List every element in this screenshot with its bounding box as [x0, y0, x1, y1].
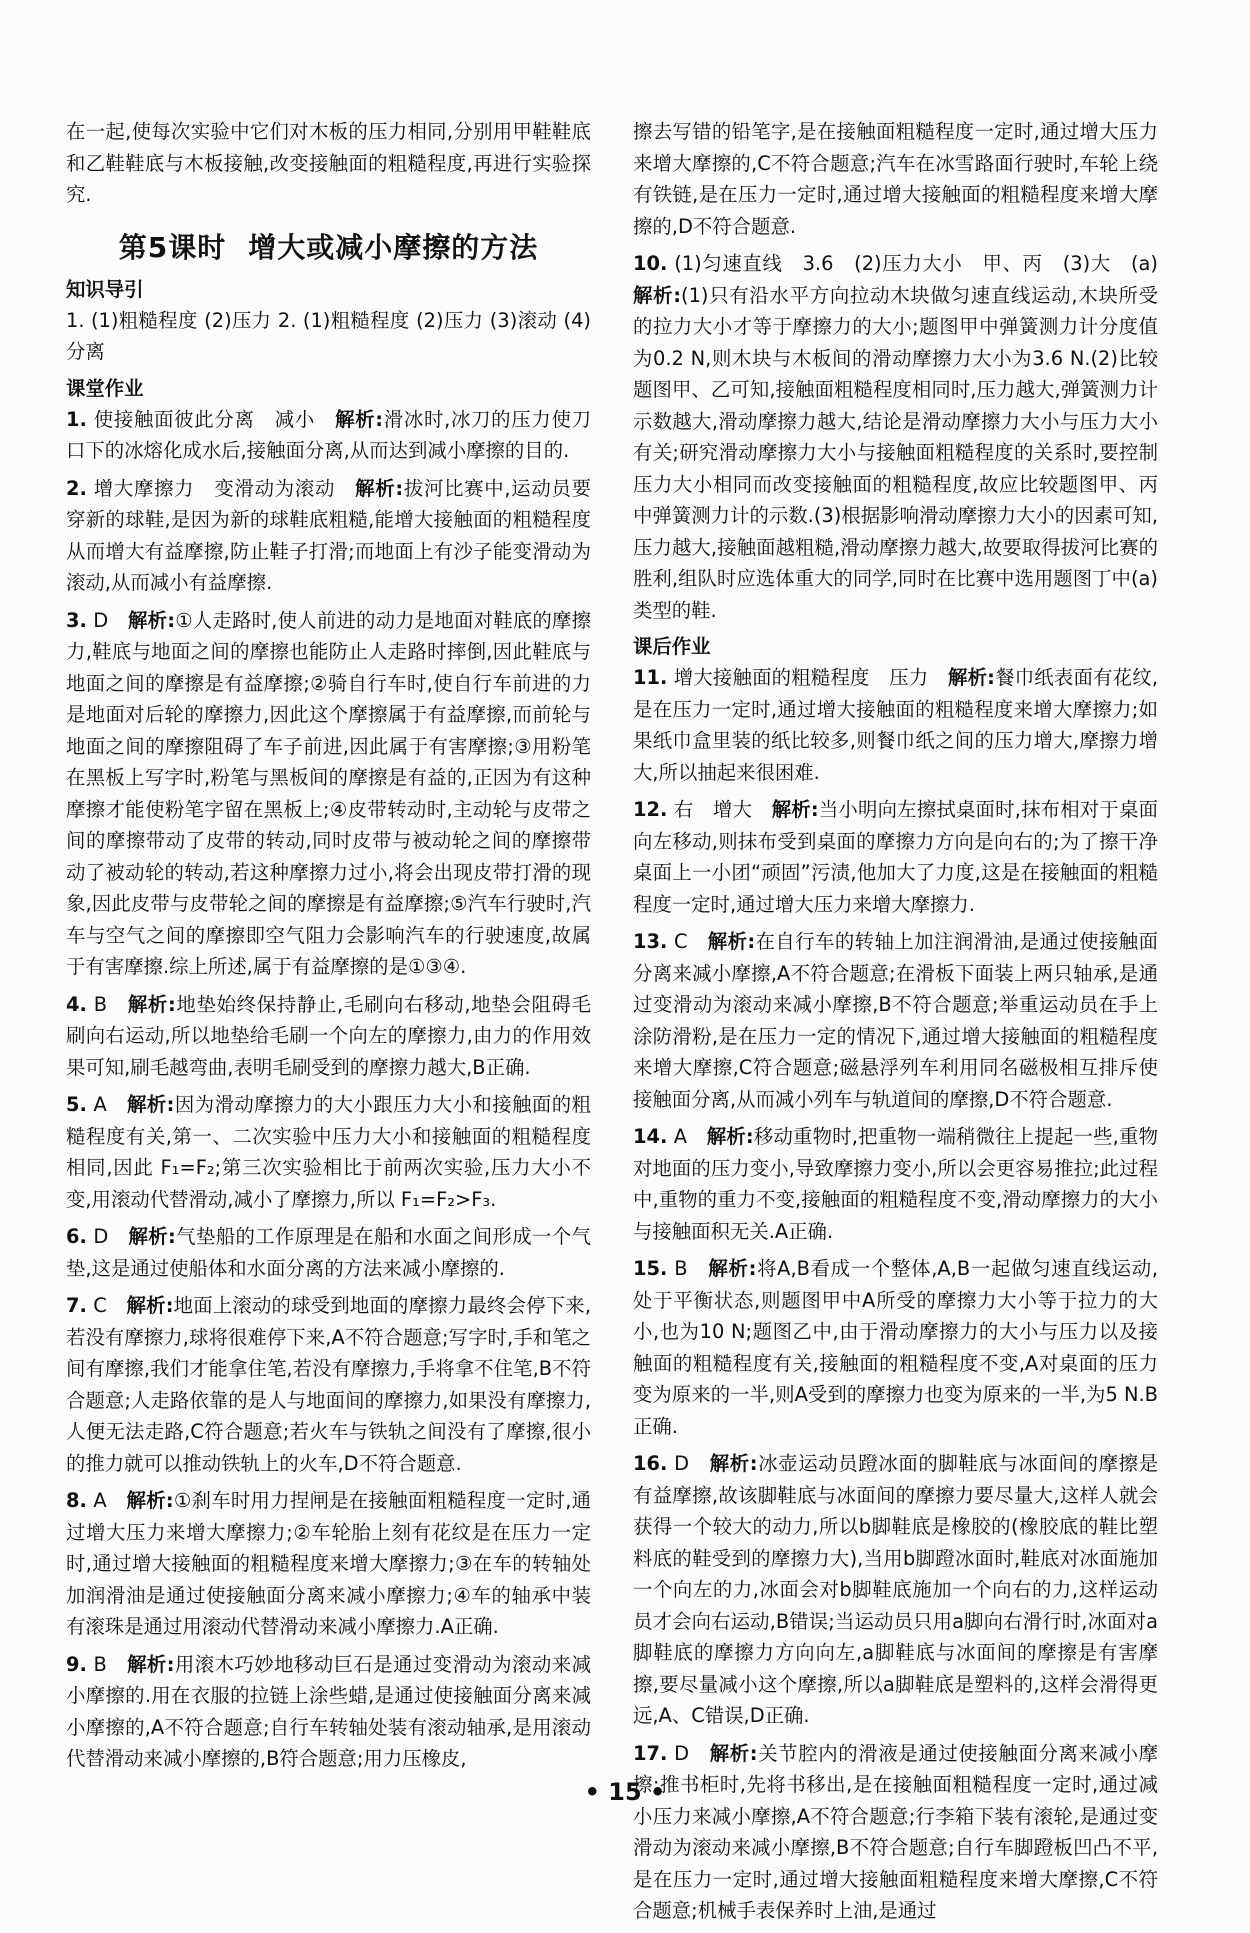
answer-key: B	[674, 1257, 688, 1280]
item-number: 4.	[66, 992, 87, 1016]
answer-item	[633, 794, 1158, 920]
answer-item	[66, 473, 591, 599]
lesson-heading	[66, 227, 591, 269]
analysis-text: 餐巾纸表面有花纹,是在压力一定时,通过增大接触面的粗糙程度来增大摩擦力;如果纸巾盒里装的纸比较多,则餐巾纸之间的压力增大,摩擦力增大,所以抽起来很困难.	[633, 666, 1158, 784]
analysis-text: 用滚木巧妙地移动巨石是通过变滑动为滚动来减小摩擦的.用在衣服的拉链上涂些蜡,是通过使接触面分离来减小摩擦的,A不符合题意;自行车转轴处装有滚动轴承,是用滚动代替滑动来减小摩擦的,B符合题意;用力压橡皮,	[66, 1652, 591, 1770]
answer-key: 增大摩擦力 变滑动为滚动	[93, 476, 336, 500]
answer-item	[66, 1649, 591, 1775]
answer-item: 10. (1)匀速直线 3.6 (2)压力大小 甲、丙 (3)大 (a) 解析:(1)只有沿水平方向拉动木块做匀速直线运动,木块所受的拉力大小才等于摩擦力的大小;题图甲中弹簧测力计分度值为0.2 N,则木块与木板间的滑动摩擦力大小为3.6 N.(2)比较题图甲、乙可知,接触面粗糙程度相同时,压力越大,弹簧测力计示数越大,滑动摩擦力越大,结论是滑动摩擦力大小与压力大小有关;研究滑动摩擦力大小与接触面粗糙程度的关系时,要控制压力大小相同而改变接触面的粗糙程度,故应比较题图甲、丙中弹簧测力计的示数.(3)根据影响滑动摩擦力大小的因素可知,压力越大,接触面越粗糙,滑动摩擦力越大,故要取得拔河比赛的胜利,组队时应选体重大的同学,同时在比赛中选用题图丁中(a)类型的鞋.	[633, 252, 1158, 622]
answer-key: 使接触面彼此分离 减小	[93, 407, 315, 431]
answer-key: D	[674, 1741, 690, 1765]
answer-key: A	[673, 1125, 687, 1148]
left-answer-list	[66, 404, 591, 1775]
analysis-label: 解析:	[771, 798, 819, 821]
answer-item	[633, 926, 1158, 1115]
right-answer-list	[633, 662, 1158, 1927]
analysis-text: ①刹车时用力捏闸是在接触面粗糙程度一定时,通过增大压力来增大摩擦力;②车轮胎上刻有花纹是在压力一定时,通过增大接触面的粗糙程度来增大摩擦力;③在车的转轴处加润滑油是通过使接触面分离来减小摩擦力;④车的轴承中装有滚珠是通过用滚动代替滑动来减小摩擦力.A正确.	[66, 1489, 592, 1638]
answer-key: C	[673, 930, 688, 953]
answer-key: 增大接触面的粗糙程度 压力	[673, 666, 929, 689]
item-number: 13.	[633, 930, 668, 953]
answer-key: B	[93, 992, 108, 1016]
answer-key: D	[93, 1225, 109, 1248]
answer-key: (1)匀速直线 3.6 (2)压力大小 甲、丙 (3)大 (a)	[674, 252, 1158, 275]
analysis-text: 拔河比赛中,运动员要穿新的球鞋,是因为新的球鞋底粗糙,能增大接触面的粗糙程度从而增大有益摩擦,防止鞋子打滑;而地面上有沙子能变滑动为滚动,从而减小有益摩擦.	[66, 476, 592, 594]
analysis-label: 解析:	[127, 1652, 175, 1676]
item-number: 17.	[633, 1741, 668, 1765]
item-number: 6.	[66, 1225, 87, 1248]
item-number: 15.	[633, 1257, 668, 1280]
left-column	[66, 116, 591, 1781]
analysis-label: 解析:	[127, 1093, 175, 1116]
answer-key: A	[93, 1489, 107, 1512]
item-number: 9.	[66, 1652, 87, 1676]
answer-key: D	[674, 1452, 690, 1475]
analysis-text: 气垫船的工作原理是在船和水面之间形成一个气垫,这是通过使船体和水面分离的方法来减小摩擦的.	[66, 1225, 591, 1280]
answer-key: C	[93, 1294, 107, 1317]
item-number: 8.	[66, 1489, 87, 1512]
item-number: 2.	[66, 476, 87, 500]
analysis-label: 解析:	[706, 1125, 754, 1148]
answer-item	[66, 989, 591, 1084]
answer-item	[66, 404, 591, 467]
analysis-label: 解析:	[127, 992, 176, 1016]
page-number: • 15 •	[584, 1778, 666, 1806]
analysis-text: 冰壶运动员蹬冰面的脚鞋底与冰面间的摩擦是有益摩擦,故该脚鞋底与冰面间的摩擦力要尽量大,这样人就会获得一个较大的动力,所以b脚鞋底是橡胶的(橡胶底的鞋比塑料底的鞋受到的摩擦力大),当用b脚蹬冰面时,鞋底对冰面施加一个向左的力,冰面会对b脚鞋底施加一个向右的力,这样运动员才会向右运动,B错误;当运动员只用a脚向右滑行时,冰面对a脚鞋底的摩擦力方向向左,a脚鞋底与冰面间的摩擦是有害摩擦,要尽量减小这个摩擦,所以a脚鞋底是塑料的,这样会滑得更远,A、C错误,D正确.	[633, 1452, 1158, 1727]
answer-item	[633, 1121, 1158, 1247]
section-knowledge-guide: 知识导引	[66, 277, 144, 301]
analysis-text: 关节腔内的滑液是通过使接触面分离来减小摩擦;推书柜时,先将书移出,是在接触面粗糙程度一定时,通过减小压力来减小摩擦,A不符合题意;行李箱下装有滚轮,是通过变滑动为滚动来减小摩擦,B不符合题意;自行车脚蹬板凹凸不平,是在压力一定时,通过增大接触面粗糙程度来增大摩擦,C不符合题意;机械手表保养时上油,是通过	[633, 1741, 1158, 1922]
item-number: 14.	[633, 1125, 668, 1148]
right-column	[633, 116, 1158, 1933]
analysis-text: (1)只有沿水平方向拉动木块做匀速直线运动,木块所受的拉力大小才等于摩擦力的大小;题图甲中弹簧测力计分度值为0.2 N,则木块与木板间的滑动摩擦力大小为3.6 N.(2)比较题图甲、乙可知,接触面粗糙程度相同时,压力越大,弹簧测力计示数越大,滑动摩擦力越大,结论是滑动摩擦力大小与压力大小有关;研究滑动摩擦力大小与接触面粗糙程度的关系时,要控制压力大小相同而改变接触面的粗糙程度,故应比较题图甲、丙中弹簧测力计的示数.(3)根据影响滑动摩擦力大小的因素可知,压力越大,接触面越粗糙,滑动摩擦力越大,故要取得拔河比赛的胜利,组队时应选体重大的同学,同时在比赛中选用题图丁中(a)类型的鞋.	[633, 283, 1158, 622]
item-number: 3.	[66, 608, 87, 632]
answer-key: D	[93, 608, 109, 632]
continued-paragraph: 擦去写错的铅笔字,是在接触面粗糙程度一定时,通过增大压力来增大摩擦的,C不符合题意;汽车在冰雪路面行驶时,车轮上绕有铁链,是在压力一定时,通过增大接触面的粗糙程度来增大摩擦的,D不符合题意.	[633, 120, 1158, 238]
analysis-text: 移动重物时,把重物一端稍微往上提起一些,重物对地面的压力变小,导致摩擦力变小,所以会更容易推拉;此过程中,重物的重力不变,接触面的粗糙程度不变,滑动摩擦力的大小与接触面积无关.A正确.	[633, 1125, 1159, 1243]
item-number: 7.	[66, 1294, 87, 1317]
analysis-text: 将A,B看成一个整体,A,B一起做匀速直线运动,处于平衡状态,则题图甲中A所受的摩擦力大小等于拉力的大小,也为10 N;题图乙中,由于滑动摩擦力的大小与压力以及接触面的粗糙程度有关,接触面的粗糙程度不变,A对桌面的压力变为原来的一半,则A受到的摩擦力也变为原来的一半,为5 N.B正确.	[633, 1257, 1158, 1438]
analysis-text: 地面上滚动的球受到地面的摩擦力最终会停下来,若没有摩擦力,球将很难停下来,A不符合题意;写字时,手和笔之间有摩擦,我们才能拿住笔,若没有摩擦力,手将拿不住笔,B不符合题意;人走路依靠的是人与地面间的摩擦力,如果没有摩擦力,人便无法走路,C符合题意;若火车与铁轨之间没有了摩擦,很小的推力就可以推动铁轨上的火车,D不符合题意.	[66, 1294, 591, 1475]
analysis-text: 当小明向左擦拭桌面时,抹布相对于桌面向左移动,则抹布受到桌面的摩擦力方向是向右的;为了擦干净桌面上一小团“顽固”污渍,他加大了力度,这是在接触面的粗糙程度一定时,通过增大压力来增大摩擦力.	[633, 798, 1158, 916]
item-number: 5.	[66, 1093, 87, 1116]
analysis-label: 解析:	[128, 608, 175, 632]
analysis-label: 解析:	[707, 930, 756, 953]
analysis-label: 解析:	[126, 1489, 174, 1512]
item-number: 12.	[633, 798, 668, 821]
analysis-label: 解析:	[947, 666, 995, 689]
analysis-label: 解析:	[708, 1257, 757, 1280]
analysis-label: 解析:	[633, 283, 681, 307]
item-number: 16.	[633, 1452, 668, 1475]
answer-item	[66, 1485, 591, 1643]
section-classwork: 课堂作业	[66, 376, 144, 400]
answer-item	[633, 662, 1158, 788]
lesson-title: 增大或减小摩擦的方法	[248, 230, 539, 264]
analysis-label: 解析:	[335, 407, 384, 431]
analysis-text: 滑冰时,冰刀的压力使刀口下的冰熔化成水后,接触面分离,从而达到减小摩擦的目的.	[66, 407, 592, 462]
lesson-number: 第5课时	[118, 230, 227, 264]
guide-answers: 1. (1)粗糙程度 (2)压力 2. (1)粗糙程度 (2)压力 (3)滚动 (4)分离	[66, 308, 591, 363]
intro-paragraph: 在一起,使每次实验中它们对木板的压力相同,分别用甲鞋鞋底和乙鞋鞋底与木板接触,改变接触面的粗糙程度,再进行实验探究.	[66, 120, 591, 206]
analysis-text: 在自行车的转轴上加注润滑油,是通过使接触面分离来减小摩擦,A不符合题意;在滑板下面装上两只轴承,是通过变滑动为滚动来减小摩擦,B不符合题意;举重运动员在手上涂防滑粉,是在压力一定的情况下,通过增大接触面的粗糙程度来增大摩擦,C符合题意;磁悬浮列车利用同名磁极相互排斥使接触面分离,从而减小列车与轨道间的摩擦,D不符合题意.	[633, 930, 1159, 1111]
analysis-text: ①人走路时,使人前进的动力是地面对鞋底的摩擦力,鞋底与地面之间的摩擦也能防止人走路时摔倒,因此鞋底与地面之间的摩擦是有益摩擦;②骑自行车时,使自行车前进的力是地面对后轮的摩擦力,因此这个摩擦属于有益摩擦,而前轮与地面之间的摩擦阻碍了车子前进,因此属于有害摩擦;③用粉笔在黑板上写字时,粉笔与黑板间的摩擦是有益的,正因为有这种摩擦才能使粉笔字留在黑板上;④皮带转动时,主动轮与皮带之间的摩擦带动了皮带的转动,同时皮带与被动轮之间的摩擦带动了被动轮的转动,若这种摩擦力过小,将会出现皮带打滑的现象,因此皮带与皮带轮之间的摩擦是有益摩擦;⑤汽车行驶时,汽车与空气之间的摩擦即空气阻力会影响汽车的行驶速度,故属于有害摩擦.综上所述,属于有益摩擦的是①③④.	[66, 608, 592, 978]
analysis-label: 解析:	[128, 1225, 176, 1248]
answer-item	[66, 1089, 591, 1215]
answer-item	[633, 1738, 1158, 1927]
answer-item	[66, 1221, 591, 1284]
answer-key: B	[93, 1652, 107, 1676]
item-number: 11.	[633, 666, 668, 689]
analysis-text: 因为滑动摩擦力的大小跟压力大小和接触面的粗糙程度有关,第一、二次实验中压力大小和接触面的粗糙程度相同,因此 F₁=F₂;第三次实验相比于前两次实验,压力大小不变,用滚动代替滑动,减小了摩擦力,所以 F₁=F₂>F₃.	[66, 1093, 591, 1211]
analysis-text: 地垫始终保持静止,毛刷向右移动,地垫会阻碍毛刷向右运动,所以地垫给毛刷一个向左的摩擦力,由力的作用效果可知,刷毛越弯曲,表明毛刷受到的摩擦力越大,B正确.	[66, 992, 592, 1079]
section-homework: 课后作业	[633, 635, 711, 658]
answer-key: A	[93, 1093, 107, 1116]
answer-item	[66, 605, 591, 983]
answer-item	[633, 1253, 1158, 1442]
analysis-label: 解析:	[355, 476, 404, 500]
analysis-label: 解析:	[126, 1294, 174, 1317]
answer-key: 右 增大	[673, 798, 753, 821]
analysis-label: 解析:	[709, 1452, 758, 1475]
item-number: 1.	[66, 407, 87, 431]
analysis-label: 解析:	[709, 1741, 758, 1765]
answer-item	[66, 1290, 591, 1479]
answer-item	[633, 1448, 1158, 1732]
